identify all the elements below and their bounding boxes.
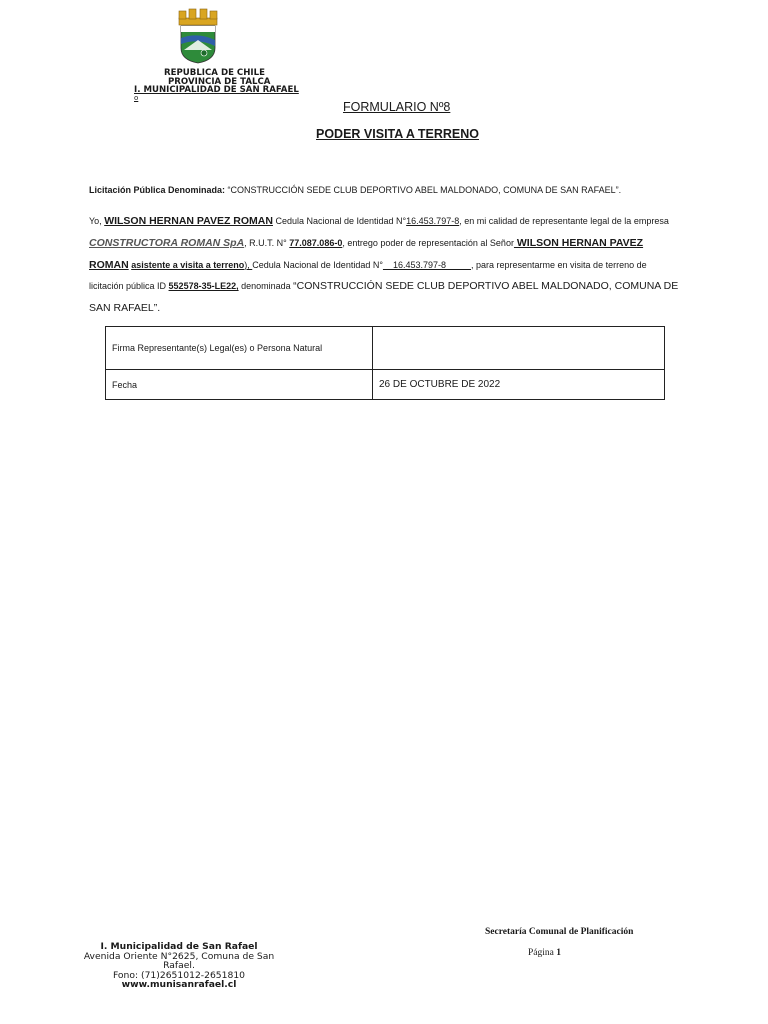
page-indicator <box>528 948 561 958</box>
footer-website[interactable]: www.munisanrafael.cl <box>121 979 237 991</box>
table-row <box>106 327 665 370</box>
date-label: Fecha <box>106 370 373 400</box>
text-cedula: Cedula Nacional de Identidad N° <box>272 216 407 226</box>
text-calidad: , en mi calidad de representante legal de la empresa <box>459 216 669 226</box>
paragraph-line-2 <box>89 237 643 249</box>
text-paren: ), <box>244 260 253 270</box>
company-name: CONSTRUCTORA ROMAN SpA <box>89 237 245 249</box>
project-name: “CONSTRUCCIÓN SEDE CLUB DEPORTIVO ABEL MALDONADO, COMUNA DE <box>293 280 679 292</box>
footer-department: Secretaría Comunal de Planificación <box>485 927 634 937</box>
attendee-name-part2: ROMAN <box>89 259 129 271</box>
form-subtitle: PODER VISITA A TERRENO <box>316 127 479 141</box>
paragraph-line-5: SAN RAFAEL”. <box>89 302 161 314</box>
date-value: 26 DE OCTUBRE DE 2022 <box>373 370 665 400</box>
text-denominada: denominada <box>238 281 294 291</box>
licitacion-id: 552578-35-LE22, <box>168 281 239 291</box>
signature-table <box>105 326 665 400</box>
legal-rep-name: WILSON HERNAN PAVEZ ROMAN <box>104 215 273 227</box>
header-mark: o <box>134 94 139 102</box>
attendee-rut: 16.453.797-8 <box>382 260 471 270</box>
text-rut-label: , R.U.T. N° <box>244 238 290 248</box>
footer-municipality: I. Municipalidad de San Rafael <box>100 941 258 952</box>
attendee-role: asistente a visita a terreno <box>131 260 245 270</box>
footer-phone: Fono: (71)2651012-2651810 <box>112 969 246 981</box>
table-row <box>106 370 665 400</box>
licitacion-label: Licitación Pública Denominada: <box>89 185 226 195</box>
footer-address-city: Rafael. <box>163 960 195 972</box>
paragraph-line-4 <box>89 280 678 292</box>
header-provincia: PROVINCIA DE TALCA <box>168 77 271 87</box>
legal-rep-rut: 16.453.797-8 <box>406 216 460 226</box>
text-yo: Yo, <box>89 216 105 226</box>
header-municipalidad: I. MUNICIPALIDAD DE SAN RAFAEL <box>134 85 299 95</box>
municipal-crest-logo <box>176 8 220 64</box>
licitacion-value: “CONSTRUCCIÓN SEDE CLUB DEPORTIVO ABEL MALDONADO, COMUNA DE SAN RAFAEL”. <box>225 185 622 195</box>
licitacion-line <box>89 185 621 195</box>
text-cedula-2: Cedula Nacional de Identidad N° <box>252 260 383 270</box>
paragraph-line-3 <box>89 259 647 271</box>
footer-address-block <box>59 942 299 990</box>
paragraph-line-1 <box>89 215 669 227</box>
text-licitacion-id-label: licitación pública ID <box>89 281 169 291</box>
footer-address: Avenida Oriente N°2625, Comuna de San <box>83 950 275 962</box>
header-republica: REPUBLICA DE CHILE <box>164 68 265 78</box>
signature-label: Firma Representante(s) Legal(es) o Persona Natural <box>106 327 373 370</box>
signature-field[interactable] <box>373 327 665 370</box>
form-title: FORMULARIO Nº8 <box>343 100 451 114</box>
company-rut: 77.087.086-0 <box>289 238 343 248</box>
attendee-name-part1: WILSON HERNAN PAVEZ <box>513 237 644 249</box>
page-number: 1 <box>556 948 561 958</box>
text-entrego: , entrego poder de representación al Señor <box>342 238 514 248</box>
page-label: Página <box>528 948 557 958</box>
text-representar: , para representarme en visita de terreno de <box>471 260 647 270</box>
